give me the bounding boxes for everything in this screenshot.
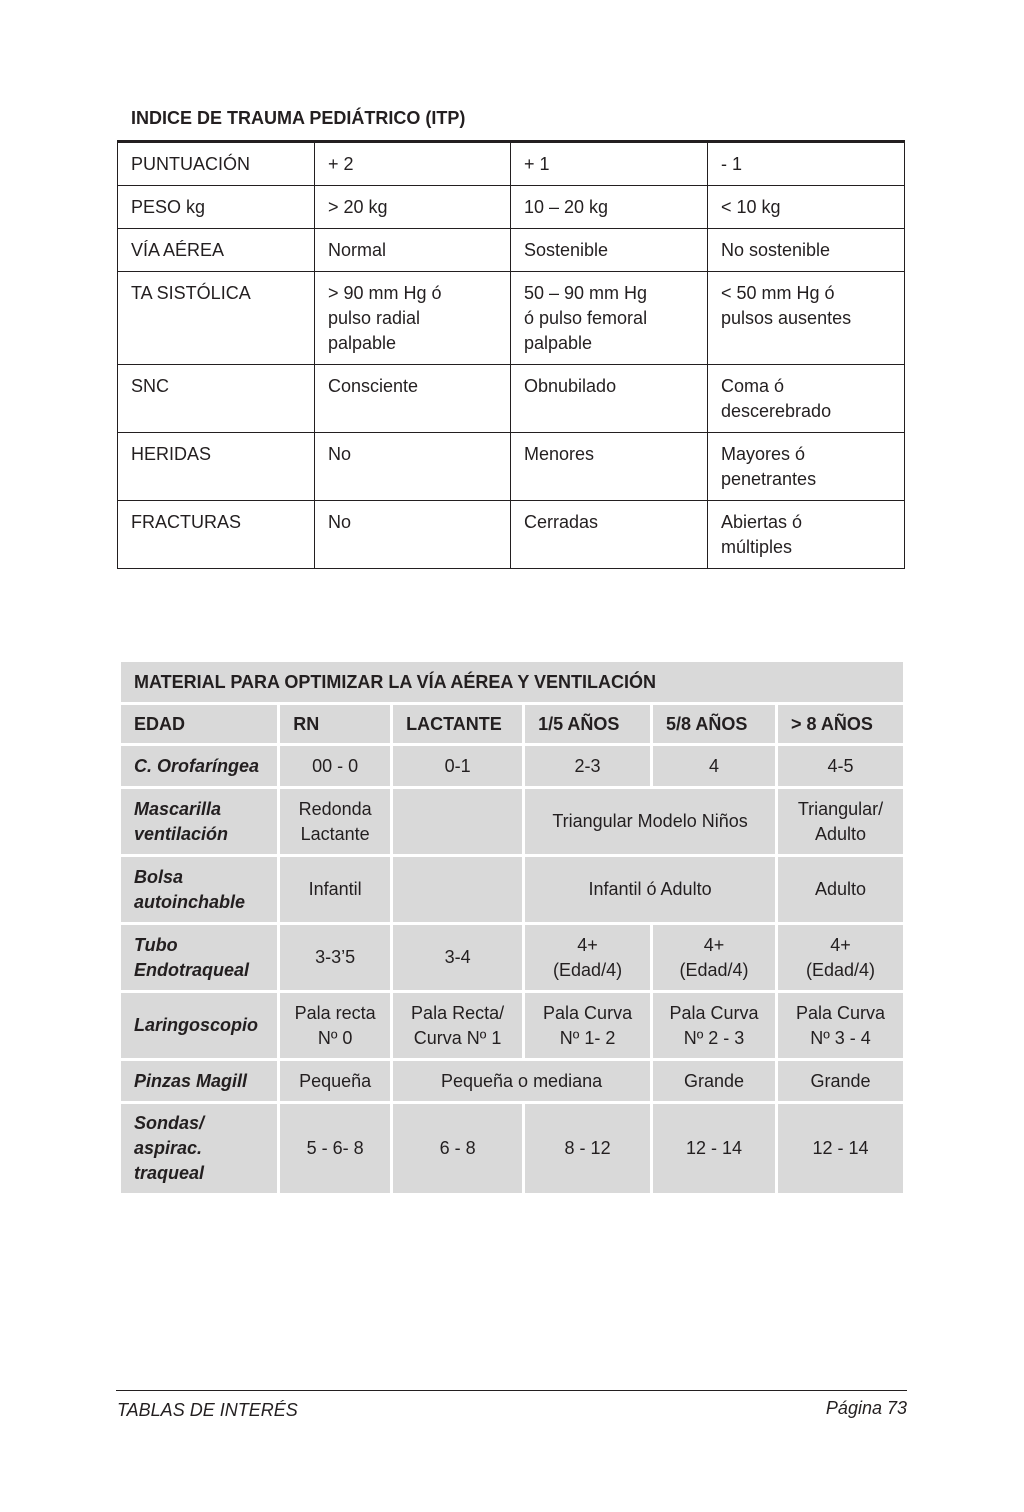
cell: Infantil ó Adulto bbox=[525, 857, 775, 922]
itp-row bbox=[118, 272, 905, 365]
footer-section-title: TABLAS DE INTERÉS bbox=[117, 1400, 298, 1420]
cell: Pequeña bbox=[280, 1061, 390, 1101]
cell: Pala Curva Nº 2 - 3 bbox=[653, 993, 775, 1058]
cell: Pala recta Nº 0 bbox=[280, 993, 390, 1058]
cell: Pequeña o mediana bbox=[393, 1061, 650, 1101]
cell: Pala Curva Nº 3 - 4 bbox=[778, 993, 903, 1058]
header-1-5: 1/5 AÑOS bbox=[525, 705, 650, 743]
itp-row bbox=[118, 186, 905, 229]
cell-empty bbox=[393, 857, 522, 922]
itp-row-label: TA SISTÓLICA bbox=[118, 272, 315, 365]
header-rn: RN bbox=[280, 705, 390, 743]
itp-table bbox=[117, 140, 905, 569]
cell: 4+ (Edad/4) bbox=[525, 925, 650, 990]
cell: 0-1 bbox=[393, 746, 522, 786]
header-edad: EDAD bbox=[121, 705, 277, 743]
cell: 4+ (Edad/4) bbox=[778, 925, 903, 990]
header-lactante: LACTANTE bbox=[393, 705, 522, 743]
itp-cell: Coma ó descerebrado bbox=[708, 365, 905, 433]
itp-cell: No bbox=[315, 433, 511, 501]
itp-cell: < 10 kg bbox=[708, 186, 905, 229]
itp-row bbox=[118, 365, 905, 433]
header-8-plus: > 8 AÑOS bbox=[778, 705, 903, 743]
itp-row bbox=[118, 501, 905, 569]
itp-cell: 50 – 90 mm Hg ó pulso femoral palpable bbox=[511, 272, 708, 365]
itp-cell: Menores bbox=[511, 433, 708, 501]
row-label: Laringoscopio bbox=[121, 993, 277, 1058]
row-label: Bolsa autoinchable bbox=[121, 857, 277, 922]
itp-row-label: PESO kg bbox=[118, 186, 315, 229]
itp-cell: 10 – 20 kg bbox=[511, 186, 708, 229]
header-5-8: 5/8 AÑOS bbox=[653, 705, 775, 743]
itp-cell: Sostenible bbox=[511, 229, 708, 272]
material-table-title: MATERIAL PARA OPTIMIZAR LA VÍA AÉREA Y VENTILACIÓN bbox=[121, 662, 903, 702]
itp-cell: + 2 bbox=[315, 142, 511, 186]
cell: Grande bbox=[653, 1061, 775, 1101]
itp-cell: Abiertas ó múltiples bbox=[708, 501, 905, 569]
itp-cell: + 1 bbox=[511, 142, 708, 186]
itp-cell: > 90 mm Hg ó pulso radial palpable bbox=[315, 272, 511, 365]
itp-title: INDICE DE TRAUMA PEDIÁTRICO (ITP) bbox=[131, 108, 466, 128]
itp-cell: > 20 kg bbox=[315, 186, 511, 229]
itp-row bbox=[118, 229, 905, 272]
cell: 00 - 0 bbox=[280, 746, 390, 786]
cell-empty bbox=[393, 789, 522, 854]
cell: Triangular/ Adulto bbox=[778, 789, 903, 854]
row-label: Mascarilla ventilación bbox=[121, 789, 277, 854]
cell: 3-3’5 bbox=[280, 925, 390, 990]
row-label: Sondas/ aspirac. traqueal bbox=[121, 1104, 277, 1193]
itp-row-label: HERIDAS bbox=[118, 433, 315, 501]
itp-row-label: FRACTURAS bbox=[118, 501, 315, 569]
itp-row-label: SNC bbox=[118, 365, 315, 433]
cell: 2-3 bbox=[525, 746, 650, 786]
row-label: Tubo Endotraqueal bbox=[121, 925, 277, 990]
row-label: C. Orofaríngea bbox=[121, 746, 277, 786]
cell: Pala Curva Nº 1- 2 bbox=[525, 993, 650, 1058]
itp-cell: No bbox=[315, 501, 511, 569]
cell: Redonda Lactante bbox=[280, 789, 390, 854]
cell: 12 - 14 bbox=[653, 1104, 775, 1193]
cell: Grande bbox=[778, 1061, 903, 1101]
cell: 6 - 8 bbox=[393, 1104, 522, 1193]
cell: 4+ (Edad/4) bbox=[653, 925, 775, 990]
itp-cell: No sostenible bbox=[708, 229, 905, 272]
itp-row-label: PUNTUACIÓN bbox=[118, 142, 315, 186]
cell: Infantil bbox=[280, 857, 390, 922]
itp-cell: < 50 mm Hg ó pulsos ausentes bbox=[708, 272, 905, 365]
row-label: Pinzas Magill bbox=[121, 1061, 277, 1101]
cell: 3-4 bbox=[393, 925, 522, 990]
itp-row bbox=[118, 433, 905, 501]
itp-cell: Mayores ó penetrantes bbox=[708, 433, 905, 501]
airway-material-table bbox=[118, 659, 906, 1196]
cell: Pala Recta/ Curva Nº 1 bbox=[393, 993, 522, 1058]
cell: Triangular Modelo Niños bbox=[525, 789, 775, 854]
itp-cell: Consciente bbox=[315, 365, 511, 433]
itp-cell: Obnubilado bbox=[511, 365, 708, 433]
cell: Adulto bbox=[778, 857, 903, 922]
page-number: Página 73 bbox=[825, 1398, 907, 1418]
cell: 12 - 14 bbox=[778, 1104, 903, 1193]
itp-cell: Cerradas bbox=[511, 501, 708, 569]
itp-cell: Normal bbox=[315, 229, 511, 272]
footer-divider bbox=[116, 1390, 907, 1391]
cell: 4-5 bbox=[778, 746, 903, 786]
cell: 8 - 12 bbox=[525, 1104, 650, 1193]
cell: 5 - 6- 8 bbox=[280, 1104, 390, 1193]
itp-cell: - 1 bbox=[708, 142, 905, 186]
itp-row bbox=[118, 142, 905, 186]
itp-row-label: VÍA AÉREA bbox=[118, 229, 315, 272]
cell: 4 bbox=[653, 746, 775, 786]
